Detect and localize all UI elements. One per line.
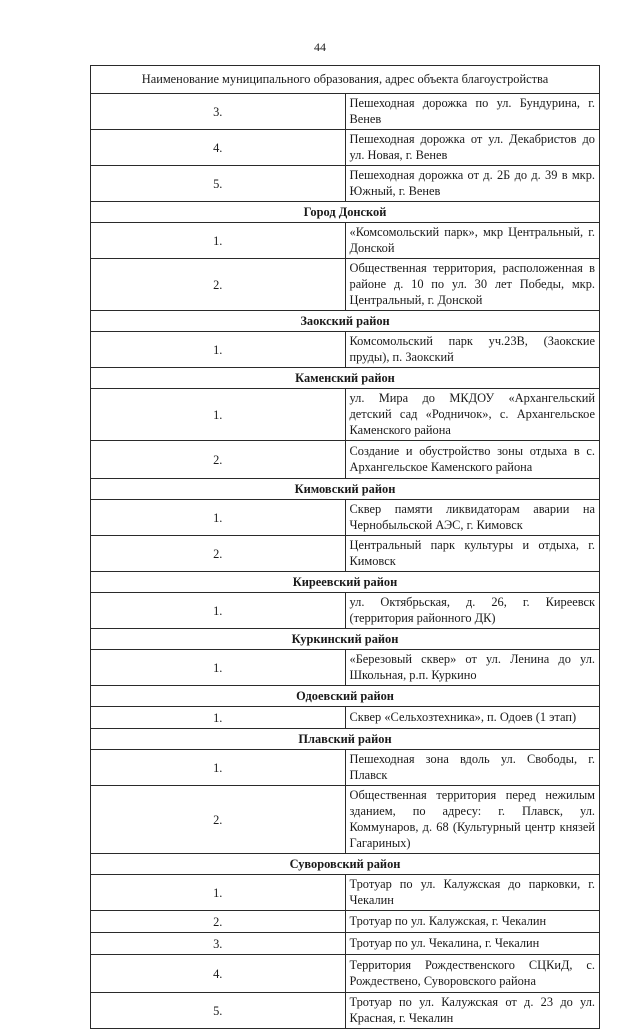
object-description: «Березовый сквер» от ул. Ленина до ул. Школьная, р.п. Куркино <box>345 650 600 686</box>
row-number: 4. <box>91 130 346 166</box>
section-title: Каменский район <box>91 368 600 389</box>
table-row <box>91 536 600 572</box>
section-header-row <box>91 202 600 223</box>
section-header-row <box>91 629 600 650</box>
section-title: Одоевский район <box>91 686 600 707</box>
section-title: Киреевский район <box>91 572 600 593</box>
table-row <box>91 933 600 955</box>
table-row <box>91 593 600 629</box>
table-header-cell: Наименование муниципального образования, адрес объекта благоустройства <box>91 66 600 94</box>
object-description: Пешеходная дорожка от д. 2Б до д. 39 в мкр. Южный, г. Венев <box>345 166 600 202</box>
table-row <box>91 875 600 911</box>
row-number: 1. <box>91 223 346 259</box>
table-row <box>91 650 600 686</box>
section-header-row <box>91 729 600 750</box>
row-number: 2. <box>91 786 346 854</box>
table-row <box>91 223 600 259</box>
section-header-row <box>91 686 600 707</box>
object-description: Общественная территория, расположенная в районе д. 10 по ул. 30 лет Победы, мкр. Центральный, г. Донской <box>345 259 600 311</box>
table-row <box>91 955 600 993</box>
object-description: Сквер «Сельхозтехника», п. Одоев (1 этап) <box>345 707 600 729</box>
table-row <box>91 707 600 729</box>
row-number: 1. <box>91 750 346 786</box>
row-number: 2. <box>91 911 346 933</box>
row-number: 1. <box>91 650 346 686</box>
object-description: Пешеходная дорожка по ул. Бундурина, г. Венев <box>345 94 600 130</box>
section-title: Суворовский район <box>91 854 600 875</box>
section-title: Куркинский район <box>91 629 600 650</box>
row-number: 2. <box>91 441 346 479</box>
object-description: Тротуар по ул. Калужская, г. Чекалин <box>345 911 600 933</box>
section-header-row <box>91 368 600 389</box>
object-description: Комсомольский парк уч.23В, (Заокские пруды), п. Заокский <box>345 332 600 368</box>
table-row <box>91 130 600 166</box>
table-row <box>91 389 600 441</box>
improvement-objects-table <box>90 65 600 1029</box>
row-number: 4. <box>91 955 346 993</box>
row-number: 1. <box>91 500 346 536</box>
object-description: Тротуар по ул. Калужская от д. 23 до ул. Красная, г. Чекалин <box>345 993 600 1029</box>
section-title: Город Донской <box>91 202 600 223</box>
section-header-row <box>91 311 600 332</box>
section-header-row <box>91 572 600 593</box>
object-description: ул. Октябрьская, д. 26, г. Киреевск (территория районного ДК) <box>345 593 600 629</box>
section-title: Кимовский район <box>91 479 600 500</box>
row-number: 2. <box>91 259 346 311</box>
object-description: «Комсомольский парк», мкр Центральный, г. Донской <box>345 223 600 259</box>
row-number: 2. <box>91 536 346 572</box>
object-description: Сквер памяти ликвидаторам аварии на Чернобыльской АЭС, г. Кимовск <box>345 500 600 536</box>
table-row <box>91 166 600 202</box>
row-number: 1. <box>91 332 346 368</box>
row-number: 1. <box>91 707 346 729</box>
table-row <box>91 94 600 130</box>
object-description: Общественная территория перед нежилым зданием, по адресу: г. Плавск, ул. Коммунаров, д. 68 (Культурный центр князей Гагариных) <box>345 786 600 854</box>
row-number: 3. <box>91 94 346 130</box>
table-row <box>91 441 600 479</box>
section-header-row <box>91 854 600 875</box>
row-number: 1. <box>91 593 346 629</box>
row-number: 3. <box>91 933 346 955</box>
table-row <box>91 332 600 368</box>
row-number: 5. <box>91 993 346 1029</box>
object-description: Тротуар по ул. Чекалина, г. Чекалин <box>345 933 600 955</box>
page-number: 44 <box>314 40 326 54</box>
row-number: 1. <box>91 389 346 441</box>
object-description: Территория Рождественского СЦКиД, с. Рождествено, Суворовского района <box>345 955 600 993</box>
object-description: Тротуар по ул. Калужская до парковки, г. Чекалин <box>345 875 600 911</box>
object-description: Пешеходная зона вдоль ул. Свободы, г. Плавск <box>345 750 600 786</box>
table-row <box>91 786 600 854</box>
table-row <box>91 750 600 786</box>
object-description: ул. Мира до МКДОУ «Архангельский детский сад «Родничок», с. Архангельское Каменского района <box>345 389 600 441</box>
object-description: Пешеходная дорожка от ул. Декабристов до ул. Новая, г. Венев <box>345 130 600 166</box>
object-description: Создание и обустройство зоны отдыха в с. Архангельское Каменского района <box>345 441 600 479</box>
object-description: Центральный парк культуры и отдыха, г. Кимовск <box>345 536 600 572</box>
row-number: 1. <box>91 875 346 911</box>
table-row <box>91 259 600 311</box>
row-number: 5. <box>91 166 346 202</box>
table-header-row <box>91 66 600 94</box>
section-title: Заокский район <box>91 311 600 332</box>
table-row <box>91 993 600 1029</box>
section-header-row <box>91 479 600 500</box>
table-row <box>91 911 600 933</box>
section-title: Плавский район <box>91 729 600 750</box>
table-row <box>91 500 600 536</box>
